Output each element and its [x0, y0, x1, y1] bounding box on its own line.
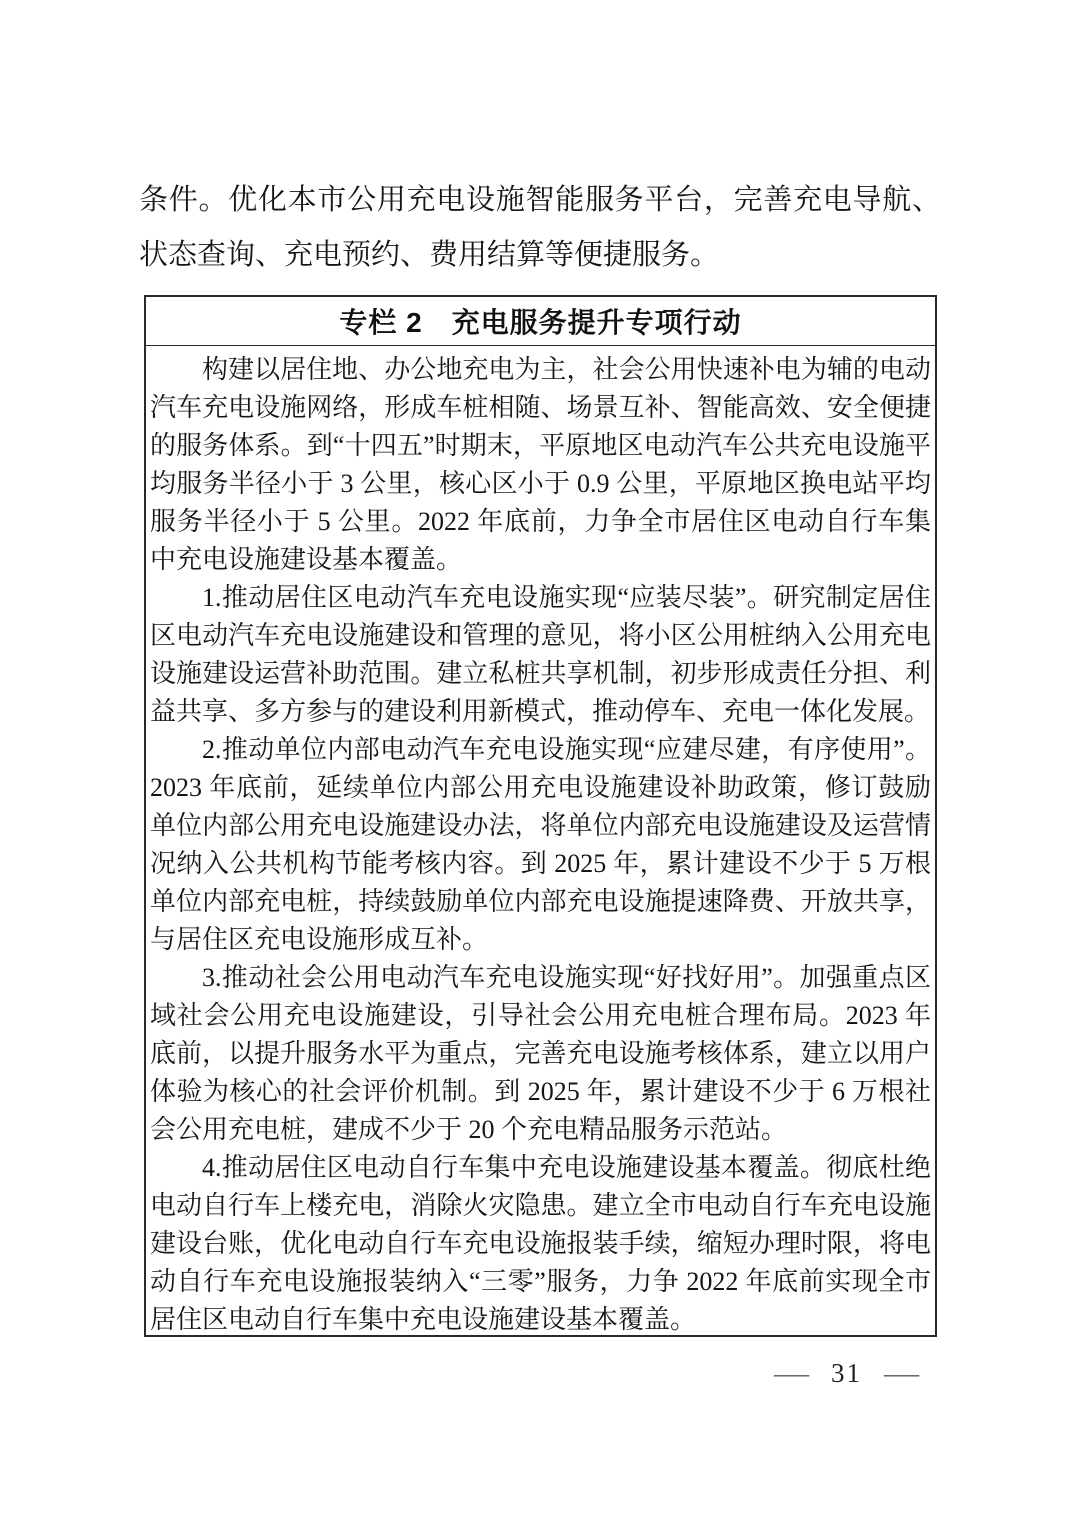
box-paragraph-item-1: 1.推动居住区电动汽车充电设施实现“应装尽装”。研究制定居住区电动汽车充电设施建设和管理的意见，将小区公用桩纳入公用充电设施建设运营补助范围。建立私桩共享机制，初步形成责任分担、利益共享、多方参与的建设利用新模式，推动停车、充电一体化发展。 — [150, 583, 931, 726]
box-paragraph-item-4: 4.推动居住区电动自行车集中充电设施建设基本覆盖。彻底杜绝电动自行车上楼充电，消除火灾隐患。建立全市电动自行车充电设施建设台账，优化电动自行车充电设施报装手续，缩短办理时限，将电动自行车充电设施报装纳入“三零”服务，力争 2022 年底前实现全市居住区电动自行车集中充电设施建设基本覆盖。 — [150, 1153, 931, 1334]
box-paragraph-item-2: 2.推动单位内部电动汽车充电设施实现“应建尽建，有序使用”。2023 年底前，延续单位内部公用充电设施建设补助政策，修订鼓励单位内部公用充电设施建设办法，将单位内部充电设施建设及运营情况纳入公共机构节能考核内容。到 2025 年，累计建设不少于 5 万根单位内部充电桩，持续鼓励单位内部充电设施提速降费、开放共享，与居住区充电设施形成互补。 — [150, 735, 931, 954]
intro-paragraph: 条件。优化本市公用充电设施智能服务平台，完善充电导航、状态查询、充电预约、费用结算等便捷服务。 — [139, 184, 941, 271]
box-paragraph-item-3: 3.推动社会公用电动汽车充电设施实现“好找好用”。加强重点区域社会公用充电设施建设，引导社会公用充电桩合理布局。2023 年底前，以提升服务水平为重点，完善充电设施考核体系，建立以用户体验为核心的社会评价机制。到 2025 年，累计建设不少于 6 万根社会公用充电桩，建成不少于 20 个充电精品服务示范站。 — [150, 963, 931, 1144]
page-number-dash-right: — — [883, 1358, 920, 1388]
page-footer — [773, 1358, 920, 1389]
page-number: 31 — [831, 1358, 862, 1388]
column-box-title: 专栏 2 充电服务提升专项行动 — [146, 297, 935, 346]
box-paragraph-overview: 构建以居住地、办公地充电为主，社会公用快速补电为辅的电动汽车充电设施网络，形成车桩相随、场景互补、智能高效、安全便捷的服务体系。到“十四五”时期末，平原地区电动汽车公共充电设施平均服务半径小于 3 公里，核心区小于 0.9 公里，平原地区换电站平均服务半径小于 5 公里。2022 年底前，力争全市居住区电动自行车集中充电设施建设基本覆盖。 — [150, 355, 931, 574]
page-number-dash-left: — — [773, 1358, 810, 1388]
column-box-body — [146, 346, 935, 1337]
special-column-box — [144, 295, 937, 1337]
